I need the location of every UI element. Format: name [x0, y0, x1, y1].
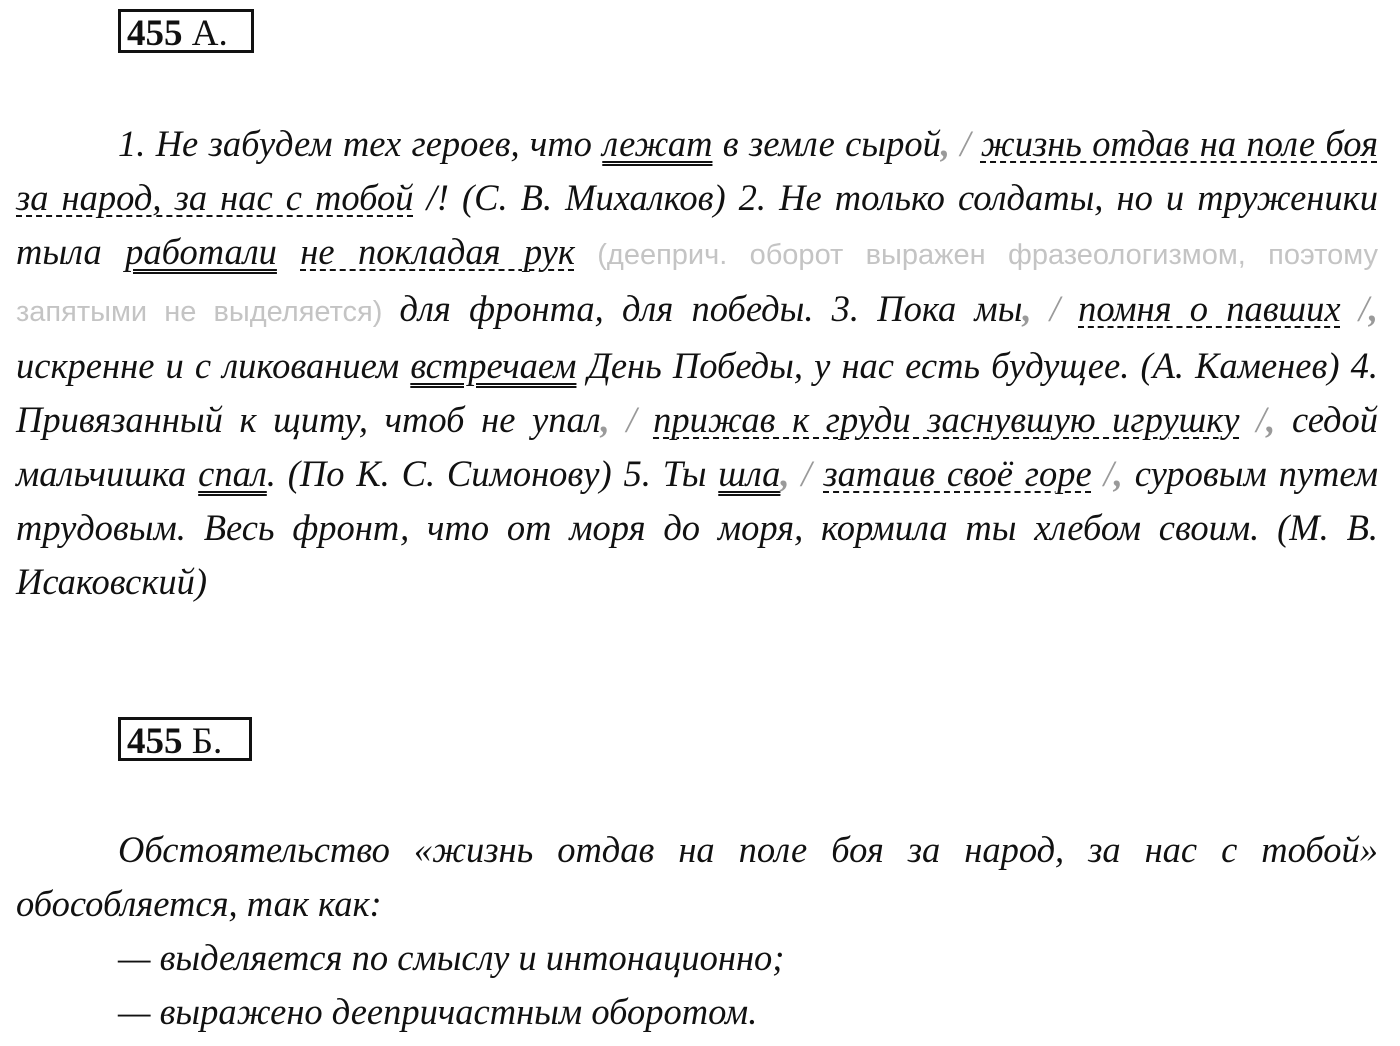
- s1-end: /! (С. В. Михалков) 2. Не только солдаты, но и труженики тыла: [16, 177, 1378, 272]
- s2-space: [277, 231, 300, 272]
- s2-predicate: работали: [125, 231, 277, 272]
- s5-slash-close: /: [1091, 453, 1114, 494]
- s3-slash-open: /: [1031, 288, 1079, 329]
- s4-slash-close: /: [1239, 399, 1267, 440]
- s3-end: День Победы, у нас есть будущее. (А. Каменев) 4. Привязанный к щиту, чтоб не упал: [16, 345, 1378, 440]
- exercise-number: 455: [127, 13, 183, 54]
- s5-slash-open: /: [789, 453, 824, 494]
- s4-slash-open: /: [609, 399, 654, 440]
- exercise-a-text: [16, 117, 1378, 609]
- s3-comma-close: ,: [1368, 288, 1378, 329]
- s5-comma: ,: [780, 453, 790, 494]
- s1-predicate: лежат: [602, 123, 713, 164]
- s4-end: . (По К. С. Симонову) 5. Ты: [266, 453, 719, 494]
- s2-idiom-phrase: не покладая рук: [300, 231, 575, 272]
- list-item: — выражено деепричастным оборотом.: [118, 991, 758, 1032]
- s1-comma: ,: [940, 123, 950, 164]
- s4-comma: ,: [600, 399, 610, 440]
- s1-adverbial-phrase: жизнь отдав на поле боя за народ, за нас с тобой: [16, 123, 1378, 218]
- s3-comma: ,: [1022, 288, 1032, 329]
- s5-adverbial-phrase: затаив своё горе: [823, 453, 1092, 494]
- s4-comma-close: ,: [1266, 399, 1276, 440]
- exercise-label-b: [118, 717, 252, 761]
- s1-start: 1. Не забудем тех героев, что: [118, 123, 603, 164]
- s2-gray-note: (дееприч. оборот выражен фразеологизмом, поэтому запятыми не выделяется): [16, 239, 1378, 328]
- s3-adverbial-phrase: помня о павших: [1078, 288, 1341, 329]
- s1-mid: в земле сырой: [712, 123, 941, 164]
- exercise-number: 455: [127, 721, 183, 762]
- exercise-b-intro: [16, 823, 1378, 931]
- exercise-b-text: [16, 823, 1378, 1039]
- intro-text: Обстоятельство «жизнь отдав на поле боя за народ, за нас с тобой» обособляется, так как:: [16, 829, 1378, 924]
- s3-slash-close: /: [1340, 288, 1369, 329]
- s3-predicate: встречаем: [410, 345, 577, 386]
- s1-slash-open: /: [949, 123, 981, 164]
- s2-end: для фронта, для победы. 3. Пока мы: [399, 288, 1023, 329]
- list-item: — выделяется по смыслу и интонационно;: [118, 937, 785, 978]
- s3-mid: искренне и с ликованием: [16, 345, 411, 386]
- s5-comma-close: ,: [1113, 453, 1123, 494]
- s4-predicate: спал: [198, 453, 267, 494]
- exercise-letter: Б.: [191, 721, 223, 762]
- s5-end: суровым путем трудовым. Весь фронт, что от моря до моря, кормила ты хлебом своим. (М. В. Исаковский): [16, 453, 1378, 602]
- exercise-label-a: [118, 9, 254, 53]
- s5-predicate: шла: [718, 453, 781, 494]
- exercise-letter: А.: [191, 13, 228, 54]
- s4-mid: седой мальчишка: [16, 399, 1378, 494]
- s4-adverbial-phrase: прижав к груди заснувшую игрушку: [653, 399, 1240, 440]
